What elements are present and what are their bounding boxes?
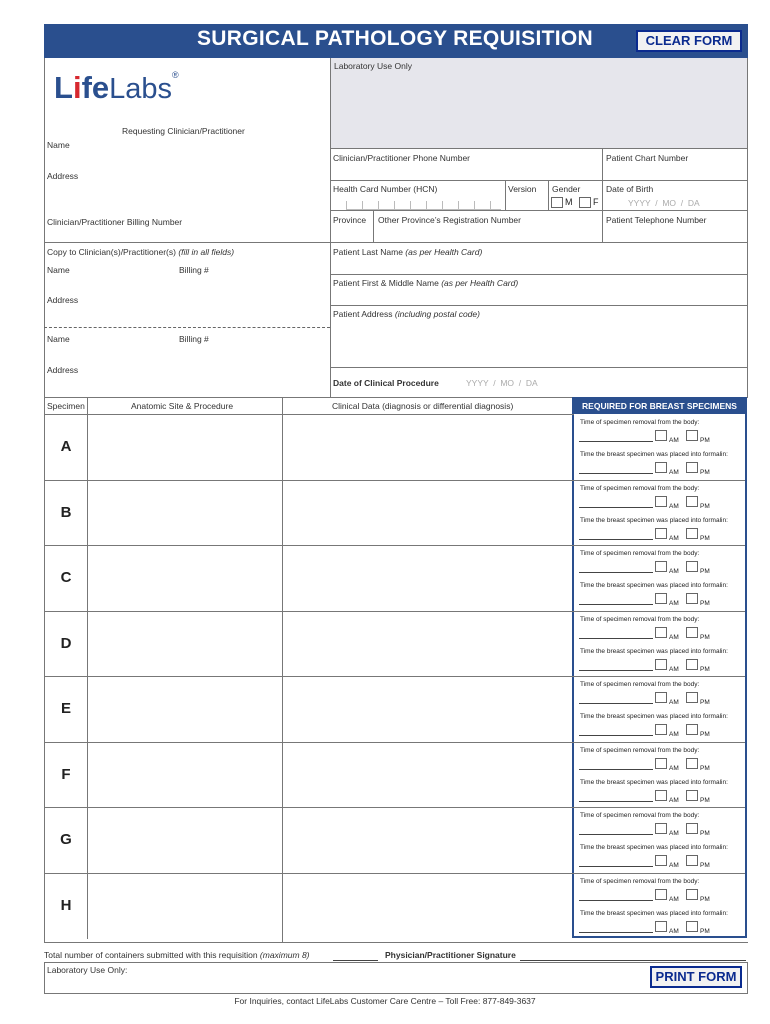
copy2-address-label: Address <box>47 365 79 375</box>
formalin-am-checkbox[interactable] <box>655 921 667 932</box>
clinician-address-label: Address <box>47 171 79 181</box>
specimen-letter: A <box>60 438 72 455</box>
formalin-pm-checkbox[interactable] <box>686 724 698 735</box>
patient-phone-label: Patient Telephone Number <box>606 215 707 225</box>
removal-time-label: Time of specimen removal from the body: <box>580 485 700 492</box>
province-label: Province <box>333 215 367 225</box>
breast-row-line <box>574 676 745 677</box>
clinician-heading: Requesting Clinician/Practitioner <box>122 126 245 136</box>
formalin-am-label: AM <box>669 469 679 476</box>
copy1-billing-label: Billing # <box>179 265 209 275</box>
removal-am-label: AM <box>669 896 679 903</box>
removal-time-label: Time of specimen removal from the body: <box>580 550 700 557</box>
breast-row-line <box>574 742 745 743</box>
copy1-address-label: Address <box>47 295 79 305</box>
formalin-pm-label: PM <box>700 535 710 542</box>
specimen-letter: D <box>60 635 72 652</box>
formalin-time-input[interactable] <box>579 801 653 802</box>
removal-pm-label: PM <box>700 568 710 575</box>
breast-header: REQUIRED FOR BREAST SPECIMENS <box>574 399 745 414</box>
clinical-data-input[interactable] <box>283 677 571 741</box>
clinical-data-input[interactable] <box>283 546 571 610</box>
formalin-am-label: AM <box>669 600 679 607</box>
formalin-am-label: AM <box>669 666 679 673</box>
removal-am-label: AM <box>669 503 679 510</box>
breast-row-line <box>574 807 745 808</box>
formalin-pm-checkbox[interactable] <box>686 659 698 670</box>
formalin-pm-checkbox[interactable] <box>686 790 698 801</box>
form-title: SURGICAL PATHOLOGY REQUISITION <box>197 27 593 50</box>
lab-use-area[interactable] <box>330 58 747 148</box>
formalin-pm-checkbox[interactable] <box>686 462 698 473</box>
removal-pm-label: PM <box>700 699 710 706</box>
removal-pm-checkbox[interactable] <box>686 692 698 703</box>
frame-left <box>44 58 45 943</box>
removal-am-checkbox[interactable] <box>655 561 667 572</box>
formalin-am-checkbox[interactable] <box>655 724 667 735</box>
removal-am-label: AM <box>669 699 679 706</box>
removal-pm-checkbox[interactable] <box>686 889 698 900</box>
removal-am-checkbox[interactable] <box>655 692 667 703</box>
formalin-time-label: Time the breast specimen was placed into formalin: <box>580 451 728 458</box>
hcn-boxes[interactable] <box>346 201 501 210</box>
table-col-1 <box>87 397 88 414</box>
removal-time-input[interactable] <box>579 834 653 835</box>
copy1-name-label: Name <box>47 265 70 275</box>
removal-time-input[interactable] <box>579 703 653 704</box>
total-containers-label: Total number of containers submitted with this requisition (maximum 8) <box>44 950 310 960</box>
procedure-date-label: Date of Clinical Procedure <box>333 378 439 388</box>
specimen-letter: C <box>60 569 72 586</box>
patient-last-name-label: Patient Last Name (as per Health Card) <box>333 247 483 257</box>
formalin-am-checkbox[interactable] <box>655 528 667 539</box>
removal-time-label: Time of specimen removal from the body: <box>580 878 700 885</box>
formalin-am-checkbox[interactable] <box>655 790 667 801</box>
removal-am-checkbox[interactable] <box>655 823 667 834</box>
anatomic-site-input[interactable] <box>88 743 281 807</box>
formalin-pm-label: PM <box>700 928 710 935</box>
hcn-label: Health Card Number (HCN) <box>333 184 438 194</box>
anatomic-site-input[interactable] <box>88 415 281 479</box>
removal-am-label: AM <box>669 437 679 444</box>
clinical-data-input[interactable] <box>283 415 571 479</box>
signature-label: Physician/Practitioner Signature <box>385 950 516 960</box>
removal-pm-checkbox[interactable] <box>686 561 698 572</box>
formalin-time-input[interactable] <box>579 604 653 605</box>
clear-form-button[interactable]: CLEAR FORM <box>636 30 742 52</box>
removal-time-input[interactable] <box>579 900 653 901</box>
formalin-pm-label: PM <box>700 797 710 804</box>
other-province-label: Other Province’s Registration Number <box>378 215 521 225</box>
formalin-time-label: Time the breast specimen was placed into formalin: <box>580 713 728 720</box>
signature-input[interactable] <box>520 960 746 961</box>
formalin-am-label: AM <box>669 928 679 935</box>
removal-time-input[interactable] <box>579 441 653 442</box>
removal-time-input[interactable] <box>579 638 653 639</box>
removal-am-checkbox[interactable] <box>655 889 667 900</box>
formalin-time-label: Time the breast specimen was placed into formalin: <box>580 648 728 655</box>
removal-time-label: Time of specimen removal from the body: <box>580 681 700 688</box>
patient-first-name-label: Patient First & Middle Name (as per Health Card) <box>333 278 519 288</box>
province-divider <box>373 210 374 242</box>
patient-chart-label: Patient Chart Number <box>606 153 689 163</box>
row-line-4 <box>44 242 747 243</box>
formalin-am-label: AM <box>669 797 679 804</box>
gender-label: Gender <box>552 184 581 194</box>
removal-time-label: Time of specimen removal from the body: <box>580 419 700 426</box>
clinician-phone-label: Clinician/Practitioner Phone Number <box>333 153 471 163</box>
copy-heading: Copy to Clinician(s)/Practitioner(s) (fill in all fields) <box>47 247 235 257</box>
breast-row-line <box>574 611 745 612</box>
removal-pm-checkbox[interactable] <box>686 823 698 834</box>
lab-use-label: Laboratory Use Only <box>334 61 412 71</box>
print-form-button[interactable]: PRINT FORM <box>650 966 742 988</box>
anatomic-site-input[interactable] <box>88 808 281 872</box>
removal-time-input[interactable] <box>579 572 653 573</box>
specimen-letter: G <box>60 831 72 848</box>
formalin-time-label: Time the breast specimen was placed into formalin: <box>580 844 728 851</box>
removal-am-checkbox[interactable] <box>655 430 667 441</box>
formalin-pm-checkbox[interactable] <box>686 593 698 604</box>
dob-placeholder[interactable]: YYYY / MO / DA <box>628 198 700 208</box>
specimen-letter: F <box>61 766 71 783</box>
gender-m-checkbox[interactable]: M <box>551 197 573 208</box>
copy2-name-label: Name <box>47 334 70 344</box>
specimen-letter: H <box>60 897 72 914</box>
row-line-5 <box>330 274 747 275</box>
chart-divider <box>602 148 603 242</box>
dob-label: Date of Birth <box>606 184 654 194</box>
clinician-name-label: Name <box>47 140 70 150</box>
formalin-time-input[interactable] <box>579 473 653 474</box>
removal-pm-label: PM <box>700 634 710 641</box>
removal-am-checkbox[interactable] <box>655 496 667 507</box>
formalin-pm-checkbox[interactable] <box>686 855 698 866</box>
specimen-letter: E <box>60 700 71 717</box>
removal-time-input[interactable] <box>579 507 653 508</box>
removal-time-label: Time of specimen removal from the body: <box>580 812 700 819</box>
formalin-pm-label: PM <box>700 666 710 673</box>
anatomic-site-input[interactable] <box>88 612 281 676</box>
formalin-time-input[interactable] <box>579 932 653 933</box>
breast-row-line <box>574 545 745 546</box>
formalin-time-input[interactable] <box>579 735 653 736</box>
row-line-2 <box>330 180 747 181</box>
procedure-date-placeholder[interactable]: YYYY / MO / DA <box>466 378 538 388</box>
removal-am-label: AM <box>669 765 679 772</box>
removal-pm-label: PM <box>700 503 710 510</box>
formalin-am-checkbox[interactable] <box>655 462 667 473</box>
total-containers-input[interactable] <box>333 960 378 961</box>
formalin-pm-label: PM <box>700 862 710 869</box>
formalin-time-label: Time the breast specimen was placed into formalin: <box>580 582 728 589</box>
formalin-am-checkbox[interactable] <box>655 855 667 866</box>
clinical-data-input[interactable] <box>283 743 571 807</box>
clinical-data-input[interactable] <box>283 612 571 676</box>
gender-divider <box>548 180 549 210</box>
formalin-am-checkbox[interactable] <box>655 593 667 604</box>
footer-top-line <box>44 942 748 943</box>
formalin-pm-checkbox[interactable] <box>686 921 698 932</box>
clinician-billing-label: Clinician/Practitioner Billing Number <box>47 217 183 227</box>
version-divider-left <box>505 180 506 210</box>
removal-pm-label: PM <box>700 896 710 903</box>
checkbox-f[interactable] <box>579 197 591 208</box>
removal-time-label: Time of specimen removal from the body: <box>580 747 700 754</box>
removal-time-label: Time of specimen removal from the body: <box>580 616 700 623</box>
breast-row-line <box>574 873 745 874</box>
checkbox-m[interactable] <box>551 197 563 208</box>
breast-row-line <box>574 480 745 481</box>
formalin-pm-checkbox[interactable] <box>686 528 698 539</box>
row-line-7 <box>330 367 747 368</box>
copy-divider <box>44 327 330 328</box>
formalin-am-checkbox[interactable] <box>655 659 667 670</box>
lab-use-footer[interactable] <box>44 962 748 994</box>
formalin-time-label: Time the breast specimen was placed into formalin: <box>580 779 728 786</box>
formalin-am-label: AM <box>669 731 679 738</box>
lab-use-footer-label: Laboratory Use Only: <box>47 965 128 975</box>
formalin-time-label: Time the breast specimen was placed into formalin: <box>580 910 728 917</box>
anatomic-site-input[interactable] <box>88 481 281 545</box>
clinical-data-input[interactable] <box>283 874 571 938</box>
removal-am-checkbox[interactable] <box>655 627 667 638</box>
anatomic-site-input[interactable] <box>88 677 281 741</box>
specimen-letter: B <box>60 504 72 521</box>
formalin-pm-label: PM <box>700 469 710 476</box>
formalin-time-input[interactable] <box>579 866 653 867</box>
formalin-time-label: Time the breast specimen was placed into formalin: <box>580 517 728 524</box>
formalin-pm-label: PM <box>700 600 710 607</box>
removal-am-checkbox[interactable] <box>655 758 667 769</box>
clinical-data-input[interactable] <box>283 808 571 872</box>
removal-am-label: AM <box>669 568 679 575</box>
frame-right <box>747 58 748 398</box>
row-line-3 <box>330 210 747 211</box>
row-line-1 <box>330 148 747 149</box>
row-line-6 <box>330 305 747 306</box>
removal-time-input[interactable] <box>579 769 653 770</box>
formalin-am-label: AM <box>669 535 679 542</box>
anatomic-site-input[interactable] <box>88 546 281 610</box>
removal-pm-checkbox[interactable] <box>686 758 698 769</box>
removal-pm-checkbox[interactable] <box>686 496 698 507</box>
formalin-am-label: AM <box>669 862 679 869</box>
patient-address-label: Patient Address (including postal code) <box>333 309 480 319</box>
removal-pm-label: PM <box>700 830 710 837</box>
col-clinical: Clinical Data (diagnosis or differential diagnosis) <box>332 401 514 411</box>
removal-pm-label: PM <box>700 765 710 772</box>
col-site: Anatomic Site & Procedure <box>131 401 234 411</box>
lifelabs-logo: LifeLabs® <box>54 70 179 105</box>
clinical-data-input[interactable] <box>283 481 571 545</box>
removal-am-label: AM <box>669 634 679 641</box>
removal-pm-label: PM <box>700 437 710 444</box>
removal-am-label: AM <box>669 830 679 837</box>
mid-divider <box>330 58 331 398</box>
formalin-time-input[interactable] <box>579 670 653 671</box>
col-specimen: Specimen <box>47 401 85 411</box>
inquiries-text: For Inquiries, contact LifeLabs Customer Care Centre – Toll Free: 877-849-3637 <box>234 996 536 1006</box>
gender-f-checkbox[interactable]: F <box>579 197 599 208</box>
formalin-time-input[interactable] <box>579 539 653 540</box>
removal-pm-checkbox[interactable] <box>686 430 698 441</box>
copy2-billing-label: Billing # <box>179 334 209 344</box>
anatomic-site-input[interactable] <box>88 874 281 938</box>
removal-pm-checkbox[interactable] <box>686 627 698 638</box>
version-label: Version <box>508 184 537 194</box>
formalin-pm-label: PM <box>700 731 710 738</box>
